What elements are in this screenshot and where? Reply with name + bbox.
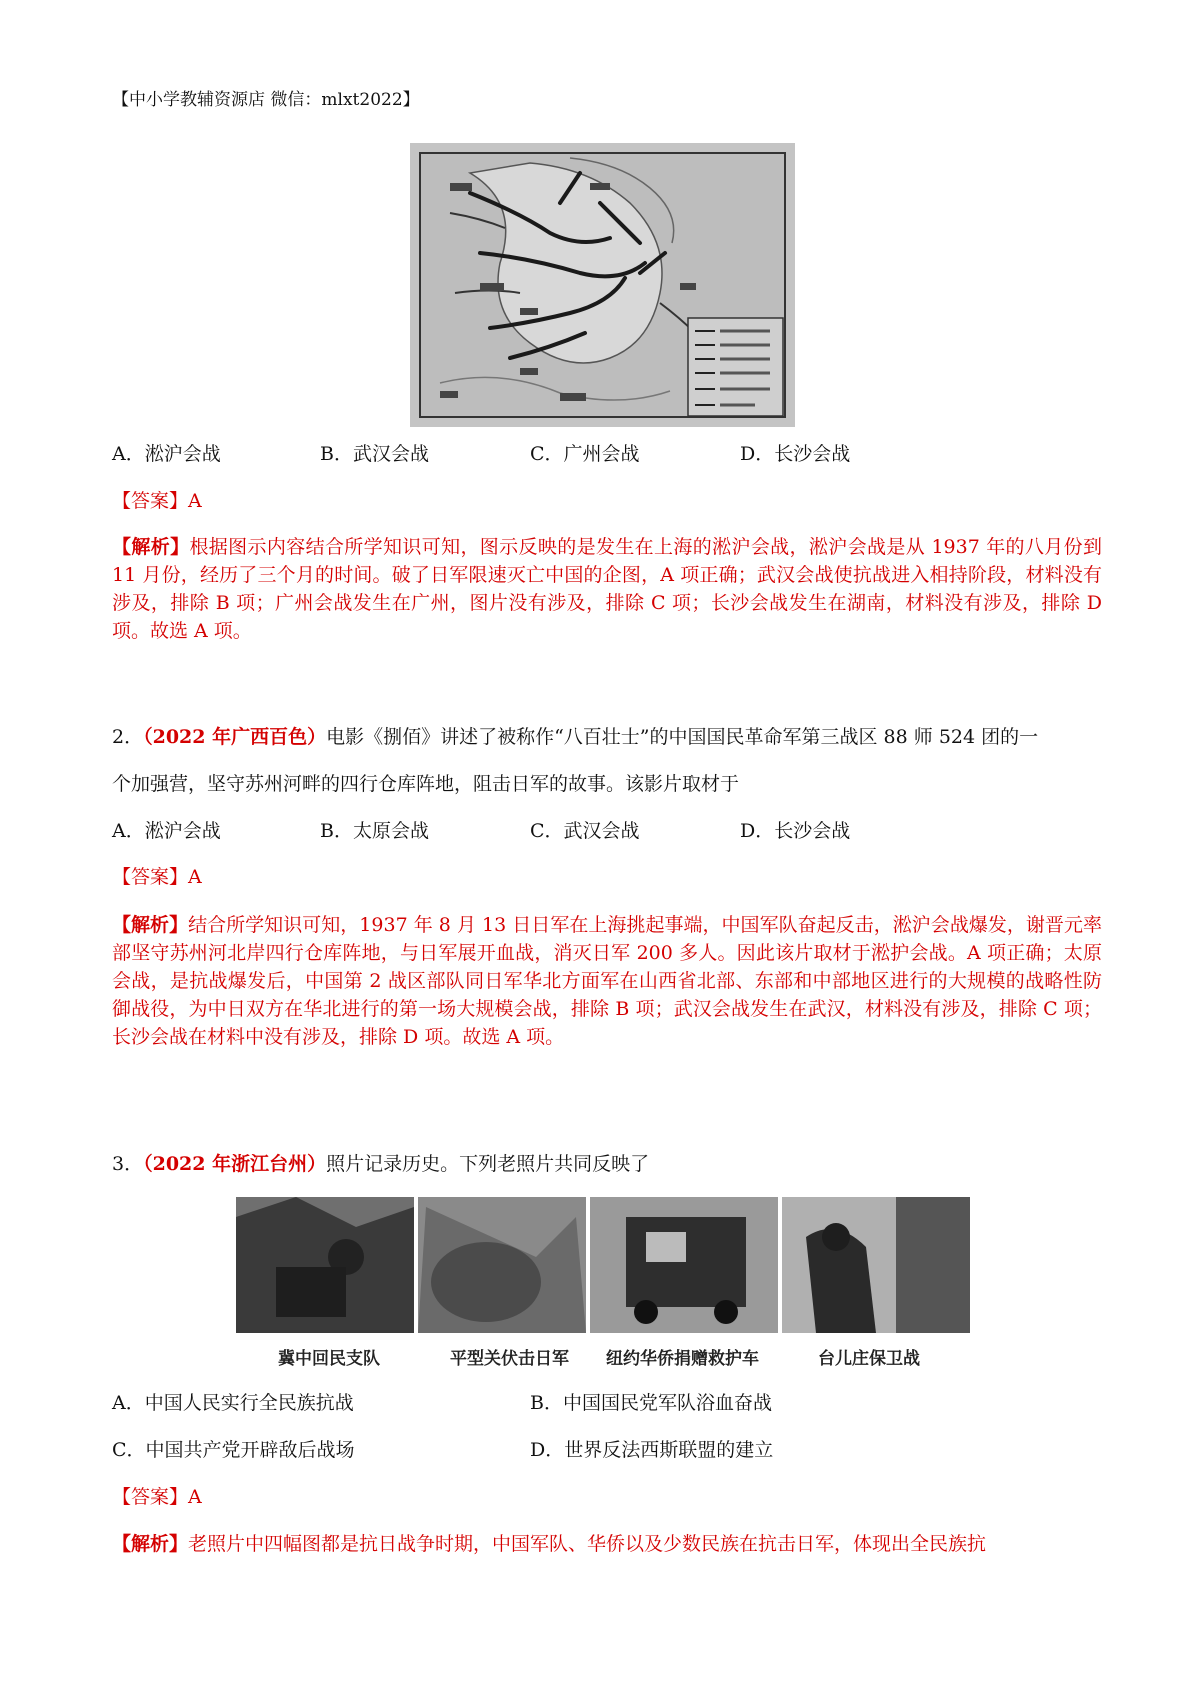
q3-option-a: A．中国人民实行全民族抗战 [112, 1392, 354, 1414]
q3-option-d: D．世界反法西斯联盟的建立 [530, 1439, 774, 1461]
caption-4: 台儿庄保卫战 [818, 1349, 920, 1369]
page-header: 【中小学教辅资源店 微信：mlxt2022】 [112, 90, 420, 110]
photo-captions [236, 1344, 970, 1372]
q1-option-c: C．广州会战 [530, 443, 640, 465]
q2-answer: 【答案】A [112, 866, 202, 888]
q2-option-c: C．武汉会战 [530, 820, 640, 842]
q1-option-a: A．淞沪会战 [112, 443, 221, 465]
caption-1: 冀中回民支队 [278, 1349, 380, 1369]
q2-option-b: B．太原会战 [320, 820, 429, 842]
photo-1 [236, 1197, 414, 1333]
q1-answer: 【答案】A [112, 490, 202, 512]
q2-option-d: D．长沙会战 [740, 820, 851, 842]
q3-analysis: 【解析】老照片中四幅图都是抗日战争时期，中国军队、华侨以及少数民族在抗击日军，体现出全民族抗 [112, 1533, 987, 1555]
q1-option-d: D．长沙会战 [740, 443, 851, 465]
q3-option-b: B．中国国民党军队浴血奋战 [530, 1392, 772, 1414]
caption-2: 平型关伏击日军 [450, 1349, 569, 1369]
caption-3: 纽约华侨捐赠救护车 [606, 1349, 759, 1369]
battle-map-image [410, 143, 795, 427]
battle-map-drawing [410, 143, 795, 427]
q3-option-c: C．中国共产党开辟敌后战场 [112, 1439, 355, 1461]
q3-stem: 3．（2022 年浙江台州）照片记录历史。下列老照片共同反映了 [112, 1153, 650, 1175]
q2-stem-cont: 个加强营，坚守苏州河畔的四行仓库阵地，阻击日军的故事。该影片取材于 [112, 773, 740, 795]
photo-4 [782, 1197, 970, 1333]
q2-stem: 2．（2022 年广西百色）电影《捌佰》讲述了被称作“八百壮士”的中国国民革命军第三战区 88 师 524 团的一 [112, 726, 1039, 748]
photo-3 [590, 1197, 778, 1333]
q1-option-b: B．武汉会战 [320, 443, 429, 465]
q1-analysis: 【解析】根据图示内容结合所学知识可知，图示反映的是发生在上海的淞沪会战，淞沪会战是从 1937 年的八月份到 11 月份，经历了三个月的时间。破了日军限速灭亡中国的企图，A 项正确；武汉会战使抗战进入相持阶段，材料没有涉及，排除 B 项；广州会战发生在广州，图片没有涉及，排除 C 项；长沙会战发生在湖南，材料没有涉及，排除 D 项。故选 A 项。 [112, 536, 1102, 642]
historical-photos-strip [236, 1197, 970, 1333]
q2-option-a: A．淞沪会战 [112, 820, 221, 842]
q2-analysis: 【解析】结合所学知识可知，1937 年 8 月 13 日日军在上海挑起事端，中国军队奋起反击，淞沪会战爆发，谢晋元率部坚守苏州河北岸四行仓库阵地，与日军展开血战，消灭日军 200 多人。因此该片取材于淞护会战。A 项正确；太原会战，是抗战爆发后，中国第 2 战区部队同日军华北方面军在山西省北部、东部和中部地区进行的大规模的战略性防御战役，为中日双方在华北进行的第一场大规模会战，排除 B 项；武汉会战发生在武汉，材料没有涉及，排除 C 项；长沙会战在材料中没有涉及，排除 D 项。故选 A 项。 [112, 914, 1102, 1048]
q3-answer: 【答案】A [112, 1486, 202, 1508]
photo-2 [418, 1197, 586, 1333]
